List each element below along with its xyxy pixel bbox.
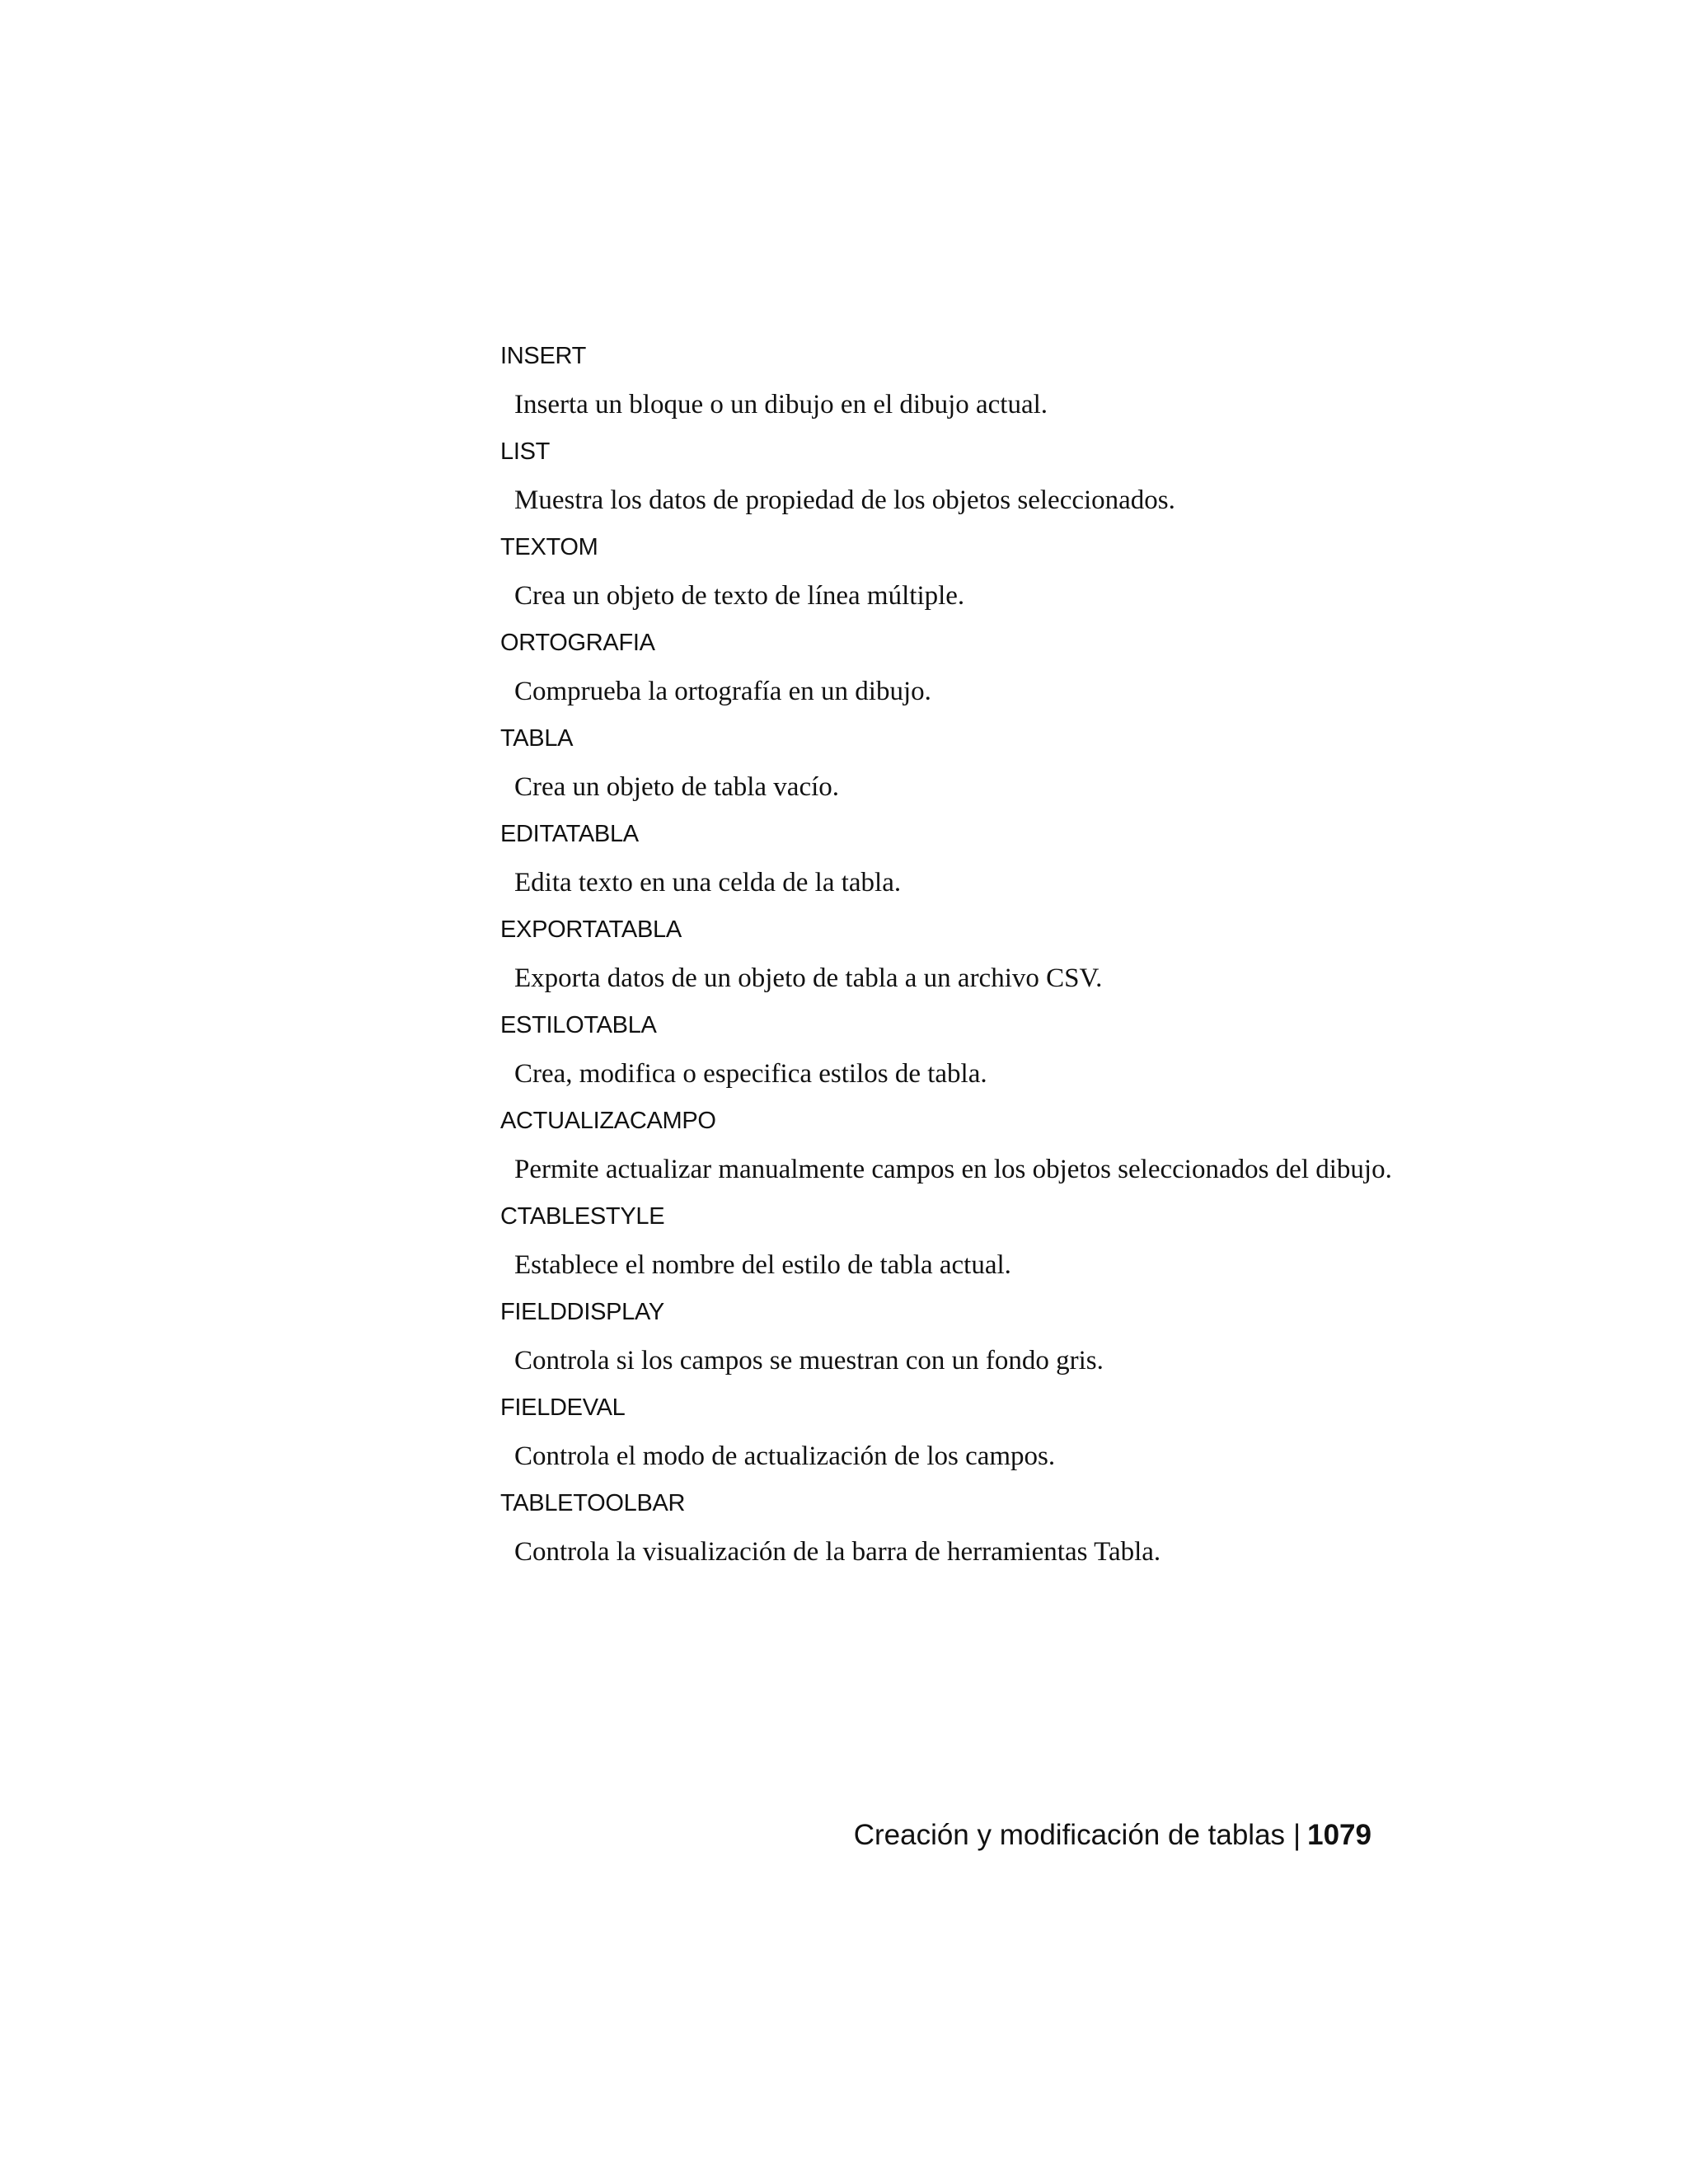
command-description: Controla el modo de actualización de los campos. bbox=[514, 1441, 1056, 1471]
command-name: EXPORTATABLA bbox=[500, 916, 682, 943]
command-description: Exporta datos de un objeto de tabla a un archivo CSV. bbox=[514, 963, 1103, 993]
command-description: Inserta un bloque o un dibujo en el dibujo actual. bbox=[514, 390, 1048, 419]
command-entry bbox=[500, 1200, 1407, 1282]
command-name: ACTUALIZACAMPO bbox=[500, 1108, 716, 1134]
command-name: TABLETOOLBAR bbox=[500, 1490, 686, 1516]
command-name: INSERT bbox=[500, 343, 587, 369]
command-entry bbox=[500, 626, 1407, 708]
command-entry bbox=[500, 722, 1407, 804]
command-description: Comprueba la ortografía en un dibujo. bbox=[514, 677, 931, 706]
command-name: ESTILOTABLA bbox=[500, 1012, 657, 1038]
command-entry bbox=[500, 340, 1407, 421]
command-entry bbox=[500, 1009, 1407, 1090]
command-entry bbox=[500, 1296, 1407, 1377]
command-name: ORTOGRAFIA bbox=[500, 630, 655, 656]
command-description: Establece el nombre del estilo de tabla actual. bbox=[514, 1250, 1011, 1280]
command-name: FIELDEVAL bbox=[500, 1394, 626, 1421]
command-name: CTABLESTYLE bbox=[500, 1203, 665, 1230]
command-name: LIST bbox=[500, 438, 551, 465]
command-entry bbox=[500, 913, 1407, 995]
command-name: EDITATABLA bbox=[500, 821, 639, 847]
command-entry bbox=[500, 531, 1407, 612]
command-description: Edita texto en una celda de la tabla. bbox=[514, 868, 902, 898]
command-description: Muestra los datos de propiedad de los objetos seleccionados. bbox=[514, 485, 1175, 515]
command-name: TABLA bbox=[500, 725, 574, 752]
command-entry bbox=[500, 1391, 1407, 1473]
command-entry bbox=[500, 1104, 1407, 1186]
command-entry bbox=[500, 435, 1407, 517]
command-description: Controla la visualización de la barra de herramientas Tabla. bbox=[514, 1537, 1161, 1567]
command-description: Permite actualizar manualmente campos en los objetos seleccionados del dibujo. bbox=[514, 1155, 1392, 1184]
command-name: FIELDDISPLAY bbox=[500, 1299, 664, 1325]
command-entry bbox=[500, 818, 1407, 899]
page-number: 1079 bbox=[1307, 1819, 1372, 1851]
command-entry bbox=[500, 1487, 1407, 1568]
command-name: TEXTOM bbox=[500, 534, 598, 560]
command-list bbox=[500, 340, 1407, 1582]
command-description: Crea un objeto de tabla vacío. bbox=[514, 772, 840, 802]
page-footer bbox=[854, 1816, 1372, 1855]
footer-separator: | bbox=[1293, 1819, 1301, 1851]
command-description: Crea, modifica o especifica estilos de tabla. bbox=[514, 1059, 987, 1089]
command-description: Crea un objeto de texto de línea múltiple. bbox=[514, 581, 965, 611]
command-description: Controla si los campos se muestran con un fondo gris. bbox=[514, 1346, 1104, 1376]
section-title: Creación y modificación de tablas bbox=[853, 1819, 1286, 1851]
